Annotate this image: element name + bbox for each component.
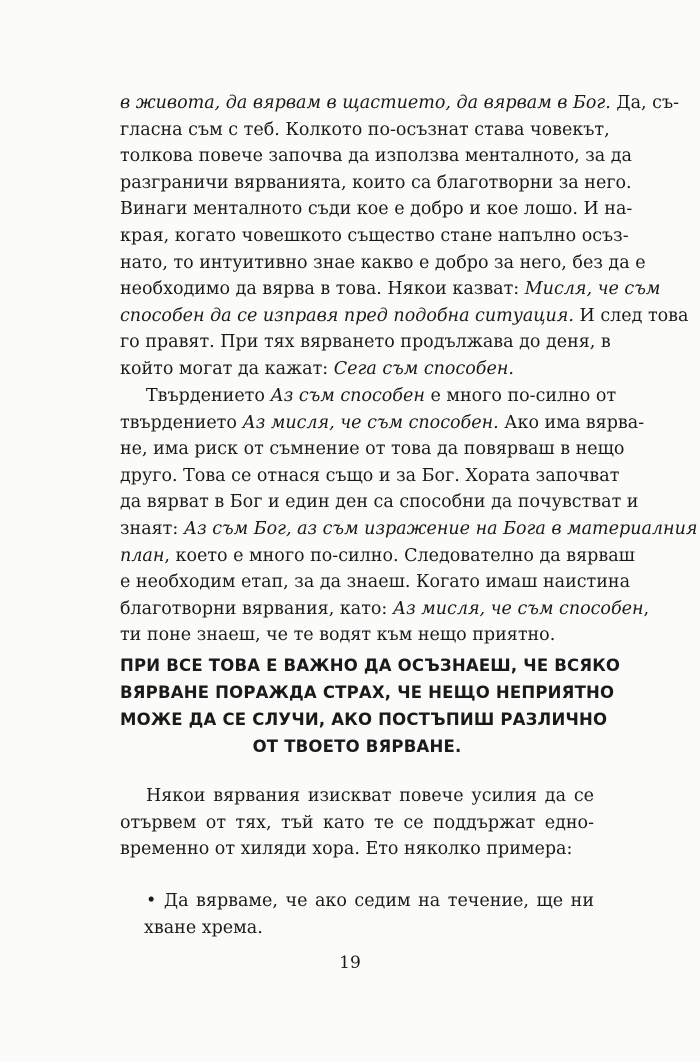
text-line: нато, то интуитивно знае какво е добро за него, без да е (120, 252, 646, 273)
text-line: в живота, да вярвам в щастието, да вярвам в Бог. Да, съ- (120, 93, 680, 113)
text-line: благотворни вярвания, като: Аз мисля, че съм способен, (120, 598, 650, 619)
text-line: необходимо да вярва в това. Някои казват: Мисля, че съм (120, 279, 661, 300)
heading-line: ПРИ ВСЕ ТОВА Е ВАЖНО ДА ОСЪЗНАЕШ, ЧЕ ВСЯКО (120, 656, 621, 675)
text-line: ти поне знаеш, че те водят към нещо приятно. (120, 625, 556, 646)
text-line: • Да вярваме, че ако седим на течение, ще ни (146, 891, 594, 911)
text-line: който могат да кажат: Сега съм способен. (120, 358, 514, 379)
text-line: способен да се изправя пред подобна ситуация. И след това (120, 305, 689, 326)
bullet-item (140, 888, 594, 942)
heading-line: МОЖЕ ДА СЕ СЛУЧИ, АКО ПОСТЪПИШ РАЗЛИЧНО (120, 710, 608, 729)
text-line: не, има риск от съмнение от това да повярваш в нещо (120, 439, 625, 460)
text-line: временно от хиляди хора. Ето няколко примера: (120, 839, 573, 860)
text-line: да вярват в Бог и един ден са способни да почувстват и (120, 492, 639, 513)
text-line: знаят: Аз съм Бог, аз съм изражение на Бога в материалния (120, 518, 698, 539)
text-line: гласна съм с теб. Колкото по-осъзнат става човекът, (120, 119, 610, 140)
paragraph-1 (120, 90, 689, 383)
heading-line: ОТ ТВОЕТО ВЯРВАНЕ. (252, 737, 462, 756)
page-number: 19 (339, 953, 361, 973)
text-line: твърдението Аз мисля, че съм способен. Ако има вярва- (120, 412, 645, 433)
text-line: Някои вярвания изискват повече усилия да се (146, 786, 594, 806)
text-line: Твърдението Аз съм способен е много по-силно от (146, 386, 617, 406)
text-line: отървем от тях, тъй като те се поддържат едно- (120, 812, 594, 833)
heading-line: ВЯРВАНЕ ПОРАЖДА СТРАХ, ЧЕ НЕЩО НЕПРИЯТНО (120, 683, 615, 702)
text-line: го правят. При тях вярването продължава до деня, в (120, 332, 611, 353)
paragraph-2 (120, 383, 698, 649)
text-line: разграничи вярванията, които са благотворни за него. (120, 172, 632, 193)
text-line: е необходим етап, за да знаеш. Когато имаш наистина (120, 572, 631, 593)
paragraph-3 (120, 783, 594, 863)
bold-heading (120, 652, 621, 760)
text-line: Винаги менталното съди кое е добро и кое лошо. И на- (120, 199, 633, 220)
text-line: толкова повече започва да използва менталното, за да (120, 146, 632, 167)
text-line: план, което е много по-силно. Следователно да вярваш (120, 545, 635, 566)
text-line: друго. Това се отнася също и за Бог. Хората започват (120, 465, 620, 486)
text-line: края, когато човешкото същество стане напълно осъз- (120, 225, 629, 246)
text-line: хване хрема. (144, 918, 263, 938)
